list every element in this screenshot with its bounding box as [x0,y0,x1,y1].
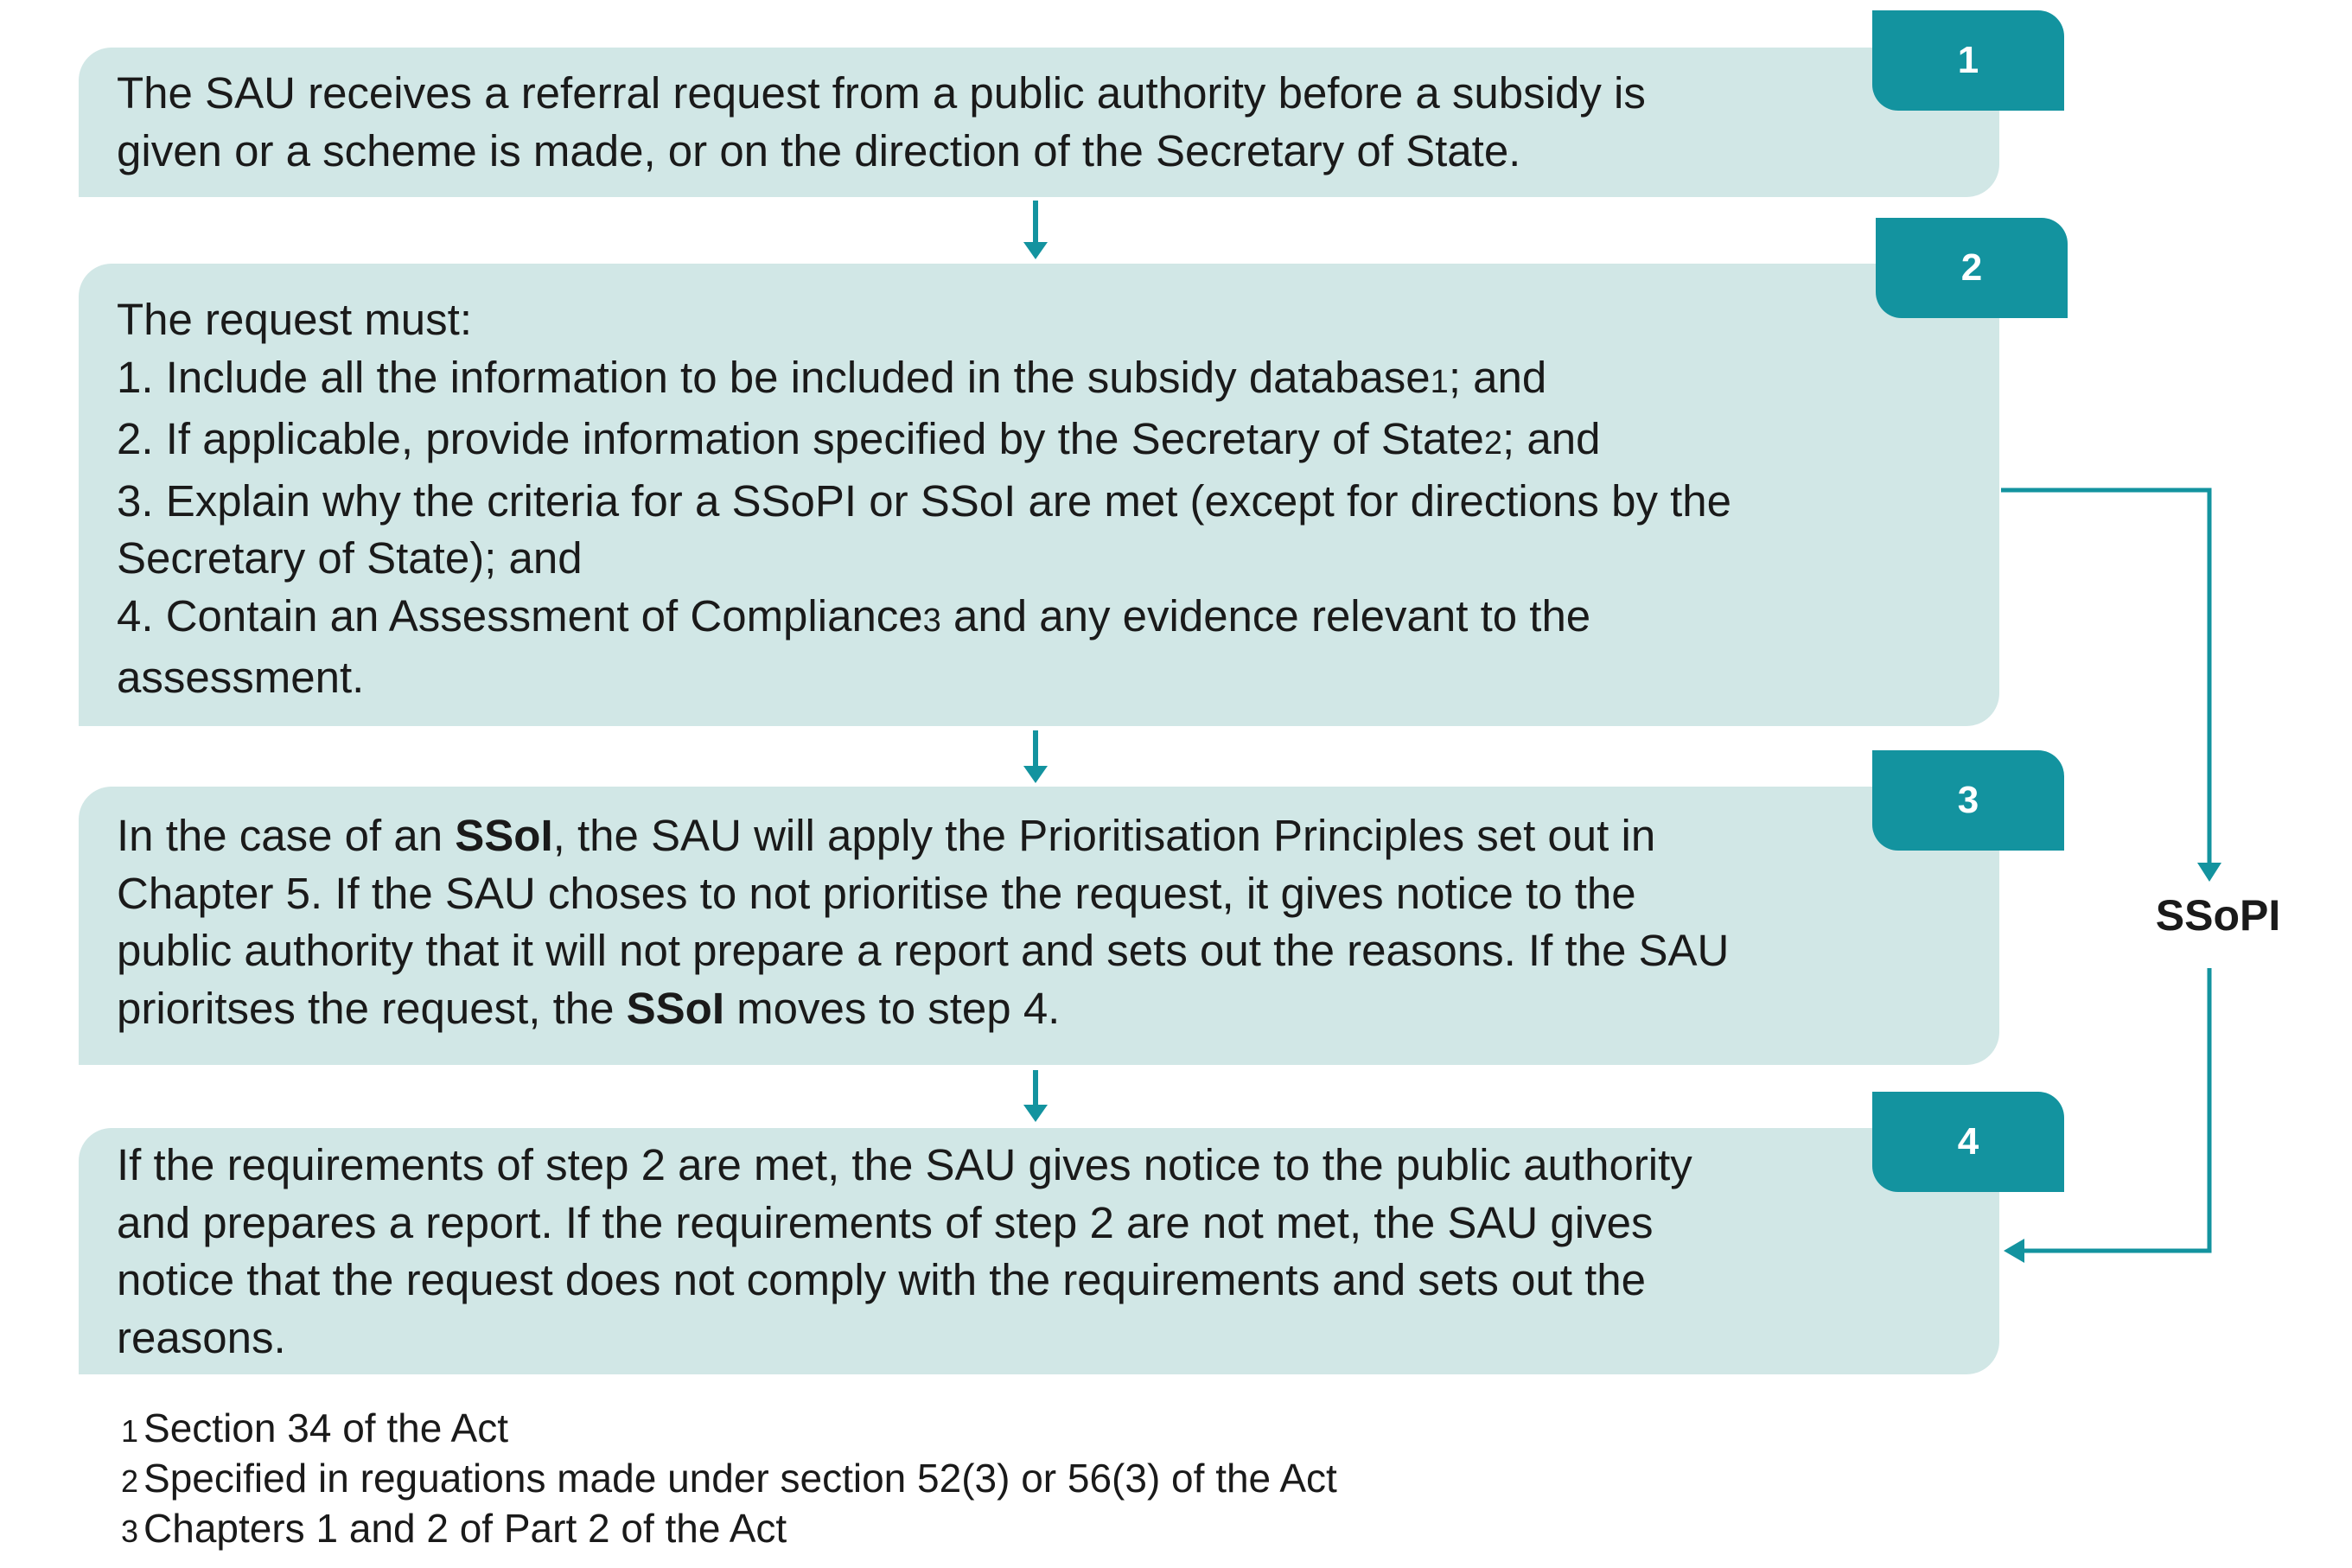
step-4-line-3: notice that the request does not comply with the requirements and sets out the [117,1255,1647,1304]
step-2-item-3-line-1: 3. Explain why the criteria for a SSoPI or SSoI are met (except for directions by the [117,475,1732,526]
step-1-line-1: The SAU receives a referral request from a public authority before a subsidy is [117,68,1646,118]
step-2-item-1 [117,349,1896,411]
step-2-box [79,264,1999,726]
step-4-line-4: reasons. [117,1312,286,1362]
step-3-text-b: , the SAU will apply the Prioritisation Principles set out in [552,811,1656,860]
step-3-ssoi-bold-1: SSoI [455,811,553,860]
footnote-3-text: Chapters 1 and 2 of Part 2 of the Act [143,1506,787,1551]
step-2-item-4 [117,588,1896,650]
footnote-ref-2: 2 [1483,425,1503,462]
footnote-1-text: Section 34 of the Act [143,1405,508,1450]
step-2-item-4-line-2: assessment. [117,653,365,702]
step-3-line-2: Chapter 5. If the SAU choses to not prioritise the request, it gives notice to the [117,868,1636,918]
step-2-item-2-tail: ; and [1502,414,1601,463]
arrow-step1-to-step2 [1023,201,1048,259]
step-3-text-a: In the case of an [117,811,456,860]
footnote-2-text: Specified in reguations made under section 52(3) or 56(3) of the Act [143,1456,1337,1501]
step-3-number-tag: 3 [1872,750,2064,851]
step-3-line-3: public authority that it will not prepare a report and sets out the reasons. If the SAU [117,926,1730,975]
step-3-ssoi-bold-2: SSoI [626,983,724,1033]
step-1-line-2: given or a scheme is made, or on the direction of the Secretary of State. [117,125,1521,175]
ssopi-path-label: SSoPI [2155,891,2281,940]
footnote-1-number: 1 [121,1413,139,1449]
step-4-line-1: If the requirements of step 2 are met, the SAU gives notice to the public authority [117,1140,1692,1189]
step-4-line-2: and prepares a report. If the requirements of step 2 are not met, the SAU gives [117,1197,1654,1247]
step-3-line-1 [117,807,1896,865]
footnotes [121,1405,1337,1555]
footnote-3-number: 3 [121,1514,139,1549]
step-4-number-tag: 4 [1872,1092,2064,1192]
step-3-line-4 [117,980,1896,1038]
step-2-item-1-tail: ; and [1448,352,1547,402]
step-2-item-1-text: 1. Include all the information to be included in the subsidy database [117,352,1431,402]
footnote-ref-3: 3 [922,602,941,639]
step-2-item-2-text: 2. If applicable, provide information specified by the Secretary of State [117,414,1484,463]
footnote-2 [121,1455,1337,1505]
footnote-1 [121,1405,1337,1455]
footnote-ref-1: 1 [1430,363,1449,400]
arrow-step2-to-step3 [1023,730,1048,783]
step-3-text-d: moves to step 4. [724,983,1061,1033]
arrow-step3-to-step4 [1023,1070,1048,1122]
step-2-item-4-tail: and any evidence relevant to the [940,590,1591,641]
step-1-box [79,48,1999,197]
step-2-item-3-line-2: Secretary of State); and [117,533,583,583]
footnote-2-number: 2 [121,1463,139,1499]
step-4-box [79,1128,1999,1374]
step-3-text-c: prioritses the request, the [117,983,627,1033]
step-3-box [79,787,1999,1065]
step-1-number-tag: 1 [1872,10,2064,111]
step-2-number-tag: 2 [1876,218,2068,318]
step-2-item-2 [117,411,1896,473]
step-2-item-4-text: 4. Contain an Assessment of Compliance [117,590,923,641]
footnote-3 [121,1505,1337,1555]
step-2-intro: The request must: [117,295,473,344]
